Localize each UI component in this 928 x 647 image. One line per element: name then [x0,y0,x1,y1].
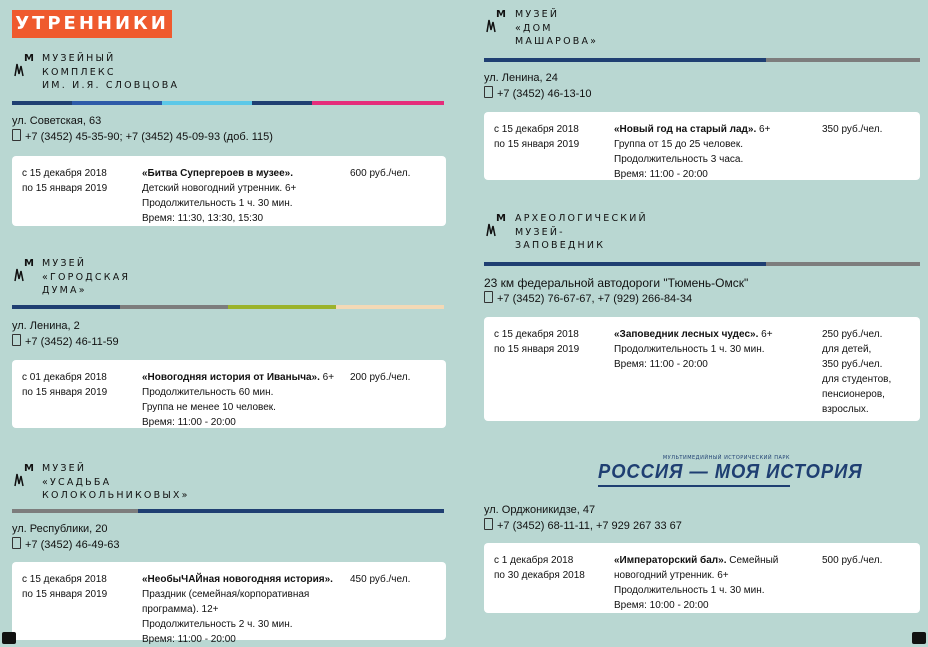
color-bar [12,101,444,105]
museum-logo-icon [486,212,510,238]
event-title: «Новый год на старый лад». [614,124,757,135]
phone-icon [484,518,493,530]
russia-my-history-logo: МУЛЬТИМЕДИЙНЫЙ ИСТОРИЧЕСКИЙ ПАРК РОССИЯ — МОЯ ИСТОРИЯ [598,455,790,495]
museum-name: МУЗЕЙНЫЙ КОМПЛЕКС ИМ. И.Я. СЛОВЦОВА [42,53,180,91]
event-price: 500 руб./чел. [822,555,883,566]
museum-contacts [484,71,591,102]
event-title: «НеобыЧАЙная новогодняя история». [142,574,333,585]
address: 23 км федеральной автодороги "Тюмень-Омск" [484,276,749,290]
museum-contacts [12,522,119,553]
phone: +7 (3452) 76-67-67, +7 (929) 266-84-34 [497,293,693,305]
museum-contacts [12,114,273,145]
museum-logo-icon [486,8,510,34]
address: ул. Республики, 20 [12,523,108,535]
event-price: 450 руб./чел. [350,574,411,585]
address: ул. Ленина, 2 [12,320,80,332]
event-price: 350 руб./чел. [822,124,883,135]
museum-name: АРХЕОЛОГИЧЕСКИЙ МУЗЕЙ- ЗАПОВЕДНИК [515,213,648,251]
event-price: 250 руб./чел. для детей, 350 руб./чел. для студентов, пенсионеров, взрослых. [822,329,892,415]
svg-text:М: М [496,213,506,224]
museum-logo-icon [14,257,38,283]
color-bar [484,58,920,62]
color-bar [12,305,444,309]
svg-text:М: М [496,9,506,20]
page-number-tab [2,632,16,644]
color-bar [12,509,444,513]
address: ул. Орджоникидзе, 47 [484,504,596,516]
address: ул. Ленина, 24 [484,72,558,84]
event-title: «Новогодняя история от Иваныча». [142,372,320,383]
museum-logo-icon [14,462,38,488]
event-card: с 15 декабря 2018 по 15 января 2019 «Битва Супергероев в музее». Детский новогодний утренник. 6+ Продолжительность 1 ч. 30 мин. Время: 11:30, 13:30, 15:30 600 руб./чел. [12,156,446,226]
event-card: с 15 декабря 2018 по 15 января 2019 «Заповедник лесных чудес». 6+ Продолжительность 1 ч. 30 мин. Время: 11:00 - 20:00 250 руб./чел. для детей, 350 руб./чел. для студентов, пенсионеров, взрослых. [484,317,920,421]
svg-text:М: М [24,258,34,269]
event-card: с 15 декабря 2018 по 15 января 2019 «НеобыЧАЙная новогодняя история». Праздник (семейная/корпоративная программа). 12+ Продолжительность 2 ч. 30 мин. Время: 11:00 - 20:00 450 руб./чел. [12,562,446,640]
section-badge: УТРЕННИКИ [12,10,172,38]
phone-icon [484,86,493,98]
phone: +7 (3452) 46-49-63 [25,539,120,551]
phone-icon [12,129,21,141]
event-title: «Битва Супергероев в музее». [142,168,293,179]
color-bar [484,262,920,266]
museum-logo-icon [14,52,38,78]
svg-text:М: М [24,463,34,474]
phone-icon [12,537,21,549]
museum-contacts [484,503,682,534]
event-card: с 15 декабря 2018 по 15 января 2019 «Новый год на старый лад». 6+ Группа от 15 до 25 человек. Продолжительность 3 часа. Время: 11:00 - 20:00 350 руб./чел. [484,112,920,180]
museum-contacts [484,276,748,307]
svg-text:М: М [24,53,34,64]
museum-name: МУЗЕЙ «ДОМ МАШАРОВА» [515,9,599,47]
phone: +7 (3452) 46-13-10 [497,88,592,100]
museum-name: МУЗЕЙ «ГОРОДСКАЯ ДУМА» [42,258,131,296]
address: ул. Советская, 63 [12,115,102,127]
event-price: 600 руб./чел. [350,168,411,179]
phone: +7 (3452) 45-35-90; +7 (3452) 45-09-93 (доб. 115) [25,131,273,143]
event-card: с 01 декабря 2018 по 15 января 2019 «Новогодняя история от Иваныча». 6+ Продолжительность 60 мин. Группа не менее 10 человек. Время: 11:00 - 20:00 200 руб./чел. [12,360,446,428]
museum-name: МУЗЕЙ «УСАДЬБА КОЛОКОЛЬНИКОВЫХ» [42,463,190,501]
phone-icon [12,334,21,346]
event-title: «Императорский бал». [614,555,727,566]
phone: +7 (3452) 46-11-59 [25,336,119,348]
event-card: с 1 декабря 2018 по 30 декабря 2018 «Императорский бал». Семейный новогодний утренник. 6+ Продолжительность 1 ч. 30 мин. Время: 10:00 - 20:00 500 руб./чел. [484,543,920,613]
event-price: 200 руб./чел. [350,372,411,383]
phone: +7 (3452) 68-11-11, +7 929 267 33 67 [497,520,682,532]
event-title: «Заповедник лесных чудес». [614,329,759,340]
phone-icon [484,291,493,303]
museum-contacts [12,319,119,350]
page-number-tab [912,632,926,644]
